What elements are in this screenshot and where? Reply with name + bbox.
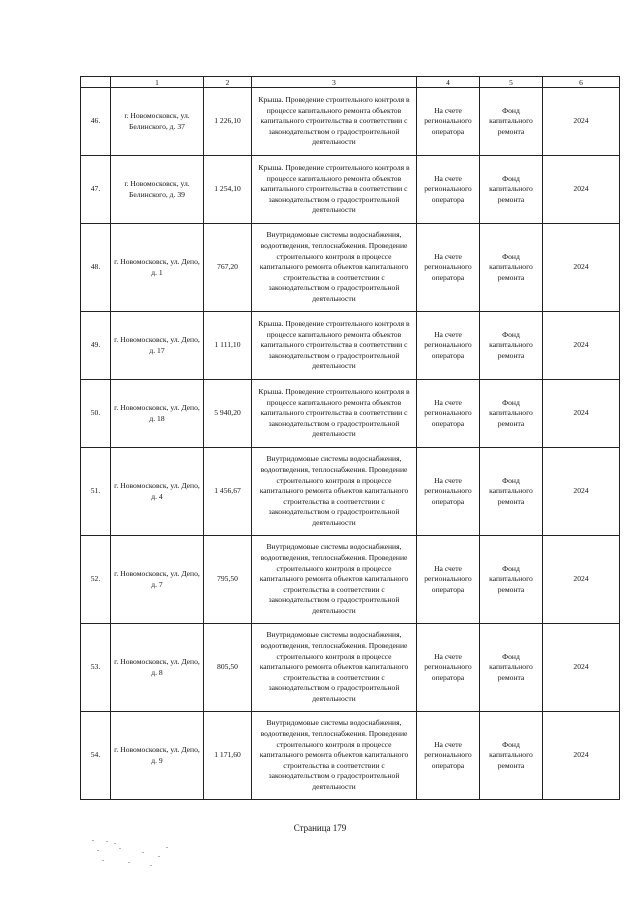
address-cell: г. Новомосковск, ул. Депо, д. 8 — [111, 624, 204, 712]
area-cell: 767,20 — [204, 224, 252, 312]
funding-source-cell: На счете регионального оператора — [417, 536, 480, 624]
address-cell: г. Новомосковск, ул. Белинского, д. 39 — [111, 156, 204, 224]
area-cell: 1 171,60 — [204, 712, 252, 800]
table-row — [81, 312, 620, 380]
funding-source-cell: На счете регионального оператора — [417, 156, 480, 224]
year-cell: 2024 — [543, 312, 620, 380]
year-cell: 2024 — [543, 624, 620, 712]
header-cell-3: 3 — [252, 77, 417, 88]
funding-source-cell: На счете регионального оператора — [417, 312, 480, 380]
year-cell: 2024 — [543, 448, 620, 536]
row-number: 54. — [81, 712, 111, 800]
funding-source-cell: На счете регионального оператора — [417, 380, 480, 448]
table-row — [81, 88, 620, 156]
area-cell: 795,50 — [204, 536, 252, 624]
header-cell-blank — [81, 77, 111, 88]
row-number: 46. — [81, 88, 111, 156]
header-cell-5: 5 — [480, 77, 543, 88]
year-cell: 2024 — [543, 88, 620, 156]
area-cell: 1 456,67 — [204, 448, 252, 536]
work-description-cell: Внутридомовые системы водоснабжения, водоотведения, теплоснабжения. Проведение строительного контроля в процессе капитального ремонта объектов капитального строительства в соответствии с законодательством о градостроительной деятельности — [252, 448, 417, 536]
table-row — [81, 448, 620, 536]
area-cell: 1 226,10 — [204, 88, 252, 156]
work-description-cell: Крыша. Проведение строительного контроля в процессе капитального ремонта объектов капитального строительства в соответствии с законодательством о градостроительной деятельности — [252, 156, 417, 224]
year-cell: 2024 — [543, 156, 620, 224]
row-number: 51. — [81, 448, 111, 536]
table-row — [81, 624, 620, 712]
fund-cell: Фонд капитального ремонта — [480, 312, 543, 380]
table-row — [81, 536, 620, 624]
address-cell: г. Новомосковск, ул. Депо, д. 4 — [111, 448, 204, 536]
fund-cell: Фонд капитального ремонта — [480, 448, 543, 536]
fund-cell: Фонд капитального ремонта — [480, 380, 543, 448]
year-cell: 2024 — [543, 712, 620, 800]
area-cell: 1 254,10 — [204, 156, 252, 224]
address-cell: г. Новомосковск, ул. Депо, д. 18 — [111, 380, 204, 448]
work-description-cell: Крыша. Проведение строительного контроля в процессе капитального ремонта объектов капитального строительства в соответствии с законодательством о градостроительной деятельности — [252, 312, 417, 380]
scan-noise — [88, 838, 178, 868]
fund-cell: Фонд капитального ремонта — [480, 156, 543, 224]
work-description-cell: Внутридомовые системы водоснабжения, водоотведения, теплоснабжения. Проведение строительного контроля в процессе капитального ремонта объектов капитального строительства в соответствии с законодательством о градостроительной деятельности — [252, 624, 417, 712]
row-number: 50. — [81, 380, 111, 448]
header-cell-4: 4 — [417, 77, 480, 88]
row-number: 48. — [81, 224, 111, 312]
area-cell: 5 940,20 — [204, 380, 252, 448]
row-number: 52. — [81, 536, 111, 624]
table-row — [81, 712, 620, 800]
year-cell: 2024 — [543, 224, 620, 312]
table-row — [81, 156, 620, 224]
address-cell: г. Новомосковск, ул. Депо, д. 9 — [111, 712, 204, 800]
year-cell: 2024 — [543, 380, 620, 448]
column-number-row — [81, 77, 620, 88]
header-cell-1: 1 — [111, 77, 204, 88]
page-number: Страница 179 — [293, 823, 347, 833]
funding-source-cell: На счете регионального оператора — [417, 224, 480, 312]
funding-source-cell: На счете регионального оператора — [417, 88, 480, 156]
funding-source-cell: На счете регионального оператора — [417, 448, 480, 536]
table-row — [81, 380, 620, 448]
year-cell: 2024 — [543, 536, 620, 624]
header-cell-2: 2 — [204, 77, 252, 88]
funding-source-cell: На счете регионального оператора — [417, 712, 480, 800]
works-table — [80, 76, 620, 800]
row-number: 49. — [81, 312, 111, 380]
work-description-cell: Внутридомовые системы водоснабжения, водоотведения, теплоснабжения. Проведение строительного контроля в процессе капитального ремонта объектов капитального строительства в соответствии с законодательством о градостроительной деятельности — [252, 536, 417, 624]
fund-cell: Фонд капитального ремонта — [480, 624, 543, 712]
address-cell: г. Новомосковск, ул. Депо, д. 17 — [111, 312, 204, 380]
fund-cell: Фонд капитального ремонта — [480, 224, 543, 312]
address-cell: г. Новомосковск, ул. Белинского, д. 37 — [111, 88, 204, 156]
work-description-cell: Крыша. Проведение строительного контроля в процессе капитального ремонта объектов капитального строительства в соответствии с законодательством о градостроительной деятельности — [252, 380, 417, 448]
address-cell: г. Новомосковск, ул. Депо, д. 7 — [111, 536, 204, 624]
work-description-cell: Внутридомовые системы водоснабжения, водоотведения, теплоснабжения. Проведение строительного контроля в процессе капитального ремонта объектов капитального строительства в соответствии с законодательством о градостроительной деятельности — [252, 712, 417, 800]
fund-cell: Фонд капитального ремонта — [480, 88, 543, 156]
address-cell: г. Новомосковск, ул. Депо, д. 1 — [111, 224, 204, 312]
table-row — [81, 224, 620, 312]
work-description-cell: Крыша. Проведение строительного контроля в процессе капитального ремонта объектов капитального строительства в соответствии с законодательством о градостроительной деятельности — [252, 88, 417, 156]
row-number: 53. — [81, 624, 111, 712]
funding-source-cell: На счете регионального оператора — [417, 624, 480, 712]
fund-cell: Фонд капитального ремонта — [480, 536, 543, 624]
work-description-cell: Внутридомовые системы водоснабжения, водоотведения, теплоснабжения. Проведение строительного контроля в процессе капитального ремонта объектов капитального строительства в соответствии с законодательством о градостроительной деятельности — [252, 224, 417, 312]
area-cell: 805,50 — [204, 624, 252, 712]
table-body — [81, 77, 620, 800]
row-number: 47. — [81, 156, 111, 224]
header-cell-6: 6 — [543, 77, 620, 88]
fund-cell: Фонд капитального ремонта — [480, 712, 543, 800]
area-cell: 1 111,10 — [204, 312, 252, 380]
